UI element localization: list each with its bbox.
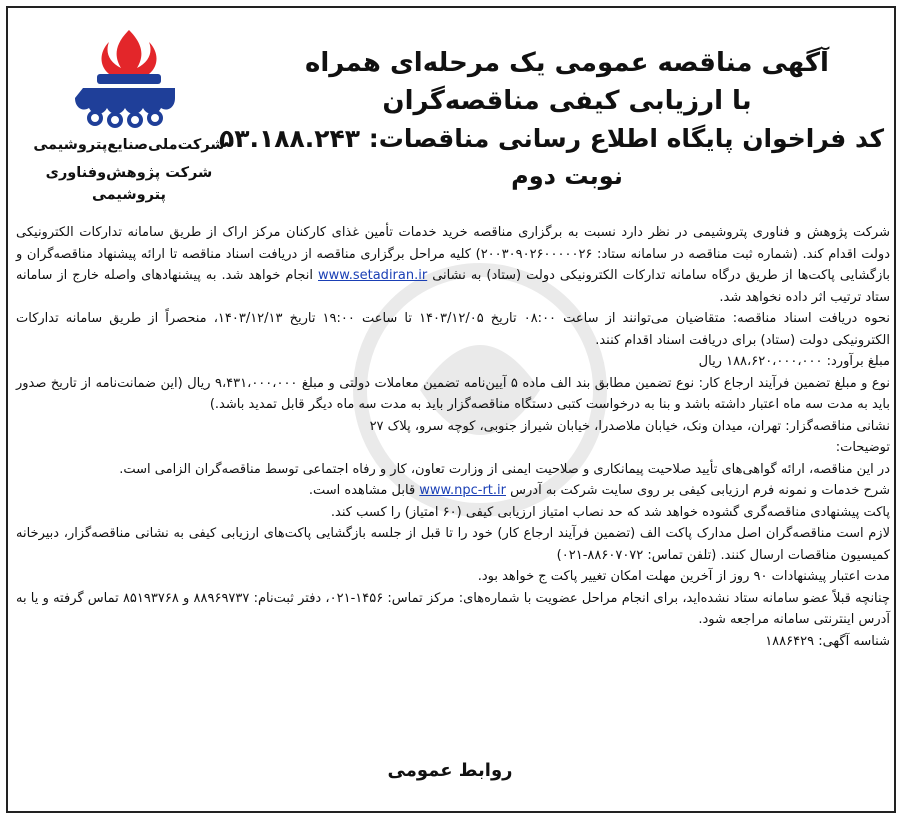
- intro-text-b: انجام خواهد شد. به پیشنهادهای واصله خارج از سامانه ستاد ترتیب اثر داده نخواهد شد.: [16, 268, 890, 305]
- npc-rt-link[interactable]: www.npc-rt.ir: [419, 483, 506, 498]
- document-receipt: نحوه دریافت اسناد مناقصه: متقاضیان می‌توانند از ساعت ۰۸:۰۰ تاریخ ۱۴۰۳/۱۲/۰۵ تا ساعت ۱۹:۰۰ تاریخ ۱۴۰۳/۱۲/۱۳، منحصراً از طریق سامانه تدارکات الکترونیکی دولت (ستاد) برای دریافت اسناد اقدام کنند.: [16, 311, 890, 348]
- round-label: نوبت دوم: [511, 162, 623, 190]
- service-text-b: قابل مشاهده است.: [308, 483, 420, 498]
- guarantee-info: نوع و مبلغ تضمین فرآیند ارجاع کار: نوع تضمین مطابق بند الف ماده ۵ آیین‌نامه تضمین معاملات دولتی و مبلغ ۹،۴۳۱،۰۰۰،۰۰۰ ریال (این ضمانت‌نامه از تاریخ صدور باید به مدت سه ماه اعتبار داشته باشد و بنا به درخواست کتبی دستگاه مناقصه‌گزار باید به مدت سه ماه دیگر قابل تمدید باشد.): [16, 375, 890, 412]
- npc-logo-icon: [69, 28, 189, 128]
- estimated-amount: مبلغ برآورد: ۱۸۸،۶۲۰،۰۰۰،۰۰۰ ریال: [698, 354, 890, 369]
- note-registration: چنانچه قبلاً عضو سامانه ستاد نشده‌اید، برای انجام مراحل عضویت با شماره‌های: مرکز تماس: ۱۴۵۶-۰۲۱، دفتر ثبت‌نام: ۸۸۹۶۹۷۳۷ و ۸۵۱۹۳۷۶۸ تماس گرفته و یا به آدرس اینترنتی سامانه مراجعه شود.: [16, 590, 890, 627]
- note-original-documents: لازم است مناقصه‌گران اصل مدارک پاکت الف (تضمین فرآیند ارجاع کار) خود را تا قبل از جلسه بازگشایی پاکت‌های ارزیابی کیفی به نشانی مناقصه‌گزار، دبیرخانه کمیسیون مناقصات ارسال کنند. (تلفن تماس: ۸۸۶۰۷۰۷۲-۰۲۱): [16, 526, 890, 563]
- intro-paragraph: [16, 222, 890, 308]
- logo-block: [14, 28, 244, 206]
- intro-text-a: شرکت پژوهش و فناوری پتروشیمی در نظر دارد نسبت به برگزاری مناقصه خرید خدمات تأمین غذای کارکنان مرکز اراک از طریق سامانه تدارکات الکترونیکی دولت اقدام کند. (شماره ثبت مناقصه در سامانه ستاد: ۲۰۰۳۰۹۰۲۶۰۰۰۰۰۲۶) کلیه مراحل برگزاری مناقصه از دریافت اسناد مناقصه تا ارائه پیشنهاد مناقصه‌گران و بازگشایی پاکت‌ها از طریق درگاه سامانه تدارکات الکترونیکی دولت (ستاد) به نشانی: [16, 225, 890, 283]
- note-validity: مدت اعتبار پیشنهادات ۹۰ روز از آخرین مهلت امکان تغییر پاکت ج خواهد بود.: [477, 569, 890, 584]
- setadiran-link[interactable]: www.setadiran.ir: [318, 268, 428, 283]
- title-line-1: آگهی مناقصه عمومی یک مرحله‌ای همراه: [305, 48, 829, 78]
- public-relations-signature: روابط عمومی: [387, 760, 513, 781]
- tender-code-line: کد فراخوان پایگاه اطلاع رسانی مناقصات: ۵۳.۱۸۸.۲۴۳: [218, 124, 884, 153]
- title-line-2: با ارزیابی کیفی مناقصه‌گران: [382, 86, 752, 116]
- tenderer-address: نشانی مناقصه‌گزار: تهران، میدان ونک، خیابان ملاصدرا، خیابان شیراز جنوبی، کوچه سرو، پلاک ۲۷: [369, 418, 890, 434]
- company-name-1: شرکت‌ملی‌صنایع‌پتروشیمی: [33, 137, 225, 153]
- note-qualifications: در این مناقصه، ارائه گواهی‌های تأیید صلاحیت پیمانکاری و صلاحیت ایمنی از وزارت تعاون، کار و رفاه اجتماعی توسط مناقصه‌گران الزامی است.: [119, 461, 890, 477]
- title-block: [218, 44, 884, 194]
- note-service-description: [16, 480, 890, 502]
- notice-body: [16, 222, 890, 652]
- company-name-2: شرکت پژوهش‌وفناوری پتروشیمی: [45, 165, 213, 203]
- notes-heading: توضیحات:: [835, 440, 890, 455]
- notice-id: شناسه آگهی: ۱۸۸۶۴۲۹: [765, 633, 890, 649]
- note-quality-threshold: پاکت پیشنهادی مناقصه‌گری گشوده خواهد شد که حد نصاب امتیاز ارزیابی کیفی (۶۰ امتیاز) را کسب کند.: [330, 504, 890, 520]
- service-text-a: شرح خدمات و نمونه فرم ارزیابی کیفی بر روی سایت شرکت به آدرس: [506, 483, 890, 498]
